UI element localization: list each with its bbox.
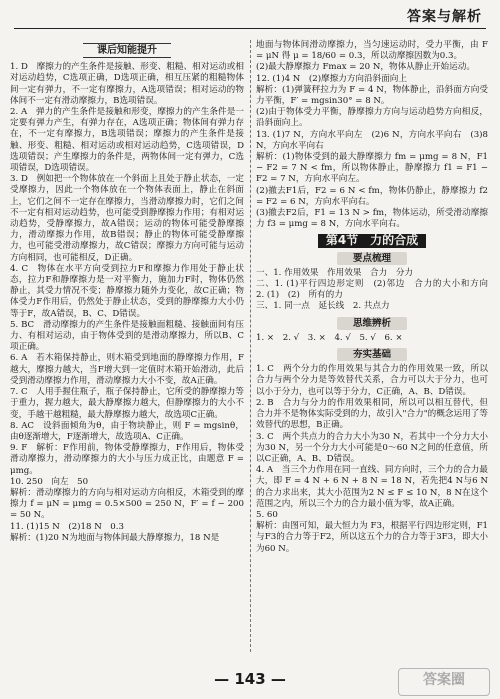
answer-paragraph: 4. C 物体在水平方向受到拉力F和摩擦力作用处于静止状态，拉力F和静摩擦力是一对平衡力，施加力F时，物体仍然静止，其受力情况不变；静摩擦力随外力变化，故C正确；物体受力F作用后，仍然处于静止状态，受到的静摩擦力大小仍等于F，故A错误，B、C、D错误。 [10,263,244,319]
thinking-heading: 思维辨析 [256,317,488,330]
answer-paragraph: (2)由于物体受力平衡，静摩擦力方向与运动趋势方向相反，沿斜面向上。 [256,107,488,129]
key-point-item: 二、1. (1)平行四边形定则 (2)邻边 合力的大小和方向 2. (1) (2) 所有的力 [256,279,497,301]
answer-paragraph: 5. BC 滑动摩擦力的产生条件是接触面粗糙、接触面间有压力、有相对运动，由于物体受到的是滑动摩擦力，所以B、C项正确。 [10,319,244,353]
answer-paragraph: 8. AC 设斜面倾角为θ，由于物块静止，则 F = mgsinθ，由θ逐渐增大，F逐渐增大，故选项A、C正确。 [10,420,244,442]
header-title: 答案与解析 [407,9,482,25]
left-column [10,40,244,544]
answer-paragraph: 3. C 两个共点力的合力大小为30 N，若其中一个分力大小为30 N，另一个分力大小可能是0～60 N之间的任意值，所以C正确，A、B、D错误。 [256,431,488,464]
answer-paragraph: 解析：滑动摩擦力的方向与相对运动方向相反，木箱受到的摩擦力 f = μN = μmg = 0.5×500 = 250 N，F′ = f − 200 = 50 N。 [10,487,244,521]
page-header [0,0,500,36]
answer-paragraph: 1. C 两个分力的作用效果与其合力的作用效果一致，所以合力与两个分力是等效替代关系，合力可以大于分力，也可以小于分力，也可以等于分力，C正确，A、B、D错误。 [256,364,488,397]
judgement-answers: 1. × 2. √ 3. × 4. √ 5. √ 6. × [256,332,403,343]
key-point-item: 一、1. 作用效果 作用效果 合力 分力 [256,267,414,278]
answer-paragraph: 10. 250 向左 50 [10,476,89,487]
header-rule [14,28,486,29]
answer-paragraph: 1. D 摩擦力的产生条件是接触、形变、粗糙、相对运动或相对运动趋势，C选项正确，D选项正确，相互压紧的粗糙物体间一定有弹力，不一定有摩擦力，A选项错误；相对运动的物体间不一定有滑动摩擦力，B选项错误。 [10,62,244,106]
page-footer [0,660,500,699]
answer-paragraph: 2. B 合力与分力的作用效果相同，所以可以相互替代，但合力并不是物体实际受到的力，故引入"合力"的概念运用了等效替代的思想，B正确。 [256,397,488,431]
answer-paragraph: 4. A 当三个力作用在同一直线、同方向时，三个力的合力最大，即 F = 4 N + 6 N + 8 N = 18 N，若先把4 N与6 N的合力求出来，其大小范围为2 N ≤ F ≤ 10 N，8 N在这个范围之内，所以三个力的合力最小值为零，故A正确。 [256,465,488,509]
answer-paragraph: (2)最大静摩擦力 Fmax = 20 N，物体从静止开始运动。 [256,62,475,73]
chapter-title: 第4节 力的合成 [256,234,488,247]
answer-paragraph: 解析：(1)20 N为地面与物体间最大静摩擦力，18 N是 [10,532,220,543]
page-number: — 143 — [214,670,286,688]
answer-paragraph: 5. 60 [256,509,278,520]
answer-paragraph: 11. (1)15 N (2)18 N 0.3 [10,521,124,532]
section-heading: 课后知能提升 [10,43,244,58]
answer-paragraph: 解析：(1)物体受到的最大静摩擦力 fm = μmg = 8 N，F1 − F2 = 7 N < fm，所以物体静止，静摩擦力 f1 = F1 − F2 = 7 N，方向水平向左。 [256,152,488,185]
answer-paragraph: 解析：(1)弹簧秤拉力为 F = 4 N，物体静止，沿斜面方向受力平衡，F′ = mgsin30° = 8 N。 [256,84,488,107]
answer-paragraph: 2. A 弹力的产生条件是接触和形变，摩擦力的产生条件是一定要有弹力产生，有弹力存在，A选项正确；物体间有弹力存在，不一定有摩擦力，B选项错误；摩擦力的产生条件是接触、形变、粗糙、相对运动或相对运动趋势，C选项错误，D选项错误；产生摩擦力的条件是，两物体间一定有弹力，C选项错误，D选项错误。 [10,107,244,174]
answer-paragraph: 9. F 解析：F作用前，物体受静摩擦力，F作用后，物体受滑动摩擦力，滑动摩擦力的大小与压力成正比，由题意 F = μmg。 [10,443,244,476]
answer-paragraph: 12. (1)4 N (2)摩擦力方向沿斜面向上 [256,73,407,84]
answer-paragraph: 6. A 若木箱保持静止，则木箱受到地面的静摩擦力作用，F越大，摩擦力越大，当F增大到一定值时木箱开始滑动，此后受到滑动摩擦力作用，滑动摩擦力大小不变，故A正确。 [10,353,244,386]
answer-paragraph: 13. (1)7 N，方向水平向左 (2)6 N，方向水平向右 (3)8 N，方向水平向右 [256,129,488,151]
answer-paragraph: (3)撤去F2后，F1 = 13 N > fm，物体运动，所受滑动摩擦力 f3 = μmg = 8 N，方向水平向右。 [256,208,488,230]
answer-paragraph: (2)撤去F1后，F2 = 6 N < fm，物体仍静止，静摩擦力 f2 = F2 = 6 N，方向水平向右。 [256,185,488,207]
answer-paragraph: 地面与物体间滑动摩擦力，当匀速运动时，受力平衡，由 F = μN 得 μ = 18/60 = 0.3，所以动摩擦因数为0.3。 [256,40,488,62]
answer-paragraph: 7. C 人用手握住瓶子，瓶子保持静止，它所受的静摩擦力等于重力，握力越大，最大静摩擦力越大，但静摩擦力的大小不变，手越干越粗糙，最大静摩擦力越大，故选项C正确。 [10,387,244,420]
key-point-item: 三、1. 同一点 延长线 2. 共点力 [256,301,390,312]
column-divider [250,40,251,652]
watermark-logo: 答案圈 [398,668,490,696]
key-points-heading: 要点梳理 [256,252,488,265]
answer-paragraph: 解析：由图可知，最大恒力为 F3，根据平行四边形定则，F1与F3的合力等于F2，所以这五个力的合力等于3F3，即大小为60 N。 [256,521,488,554]
right-column [256,40,497,555]
answer-paragraph: 3. D 例如把一个物体放在一个斜面上且处于静止状态，一定受摩擦力，因此一个物体放在一个物体表面上，静止在斜面上，它们之间不一定存在摩擦力，当滑动摩擦力时，它们之间不一定有相对运动趋势，也可能受到静摩擦力作用；有相对运动趋势，受静摩擦力，故A错误；运动的物体可能受静摩擦力，滑动摩擦力作用，故B错误；静止的物体可能受静摩擦力，也可能受滑动摩擦力，故C错误；摩擦力方向可能与运动方向相同，也可能相反，D正确。 [10,174,244,263]
basics-heading: 夯实基础 [256,348,488,361]
